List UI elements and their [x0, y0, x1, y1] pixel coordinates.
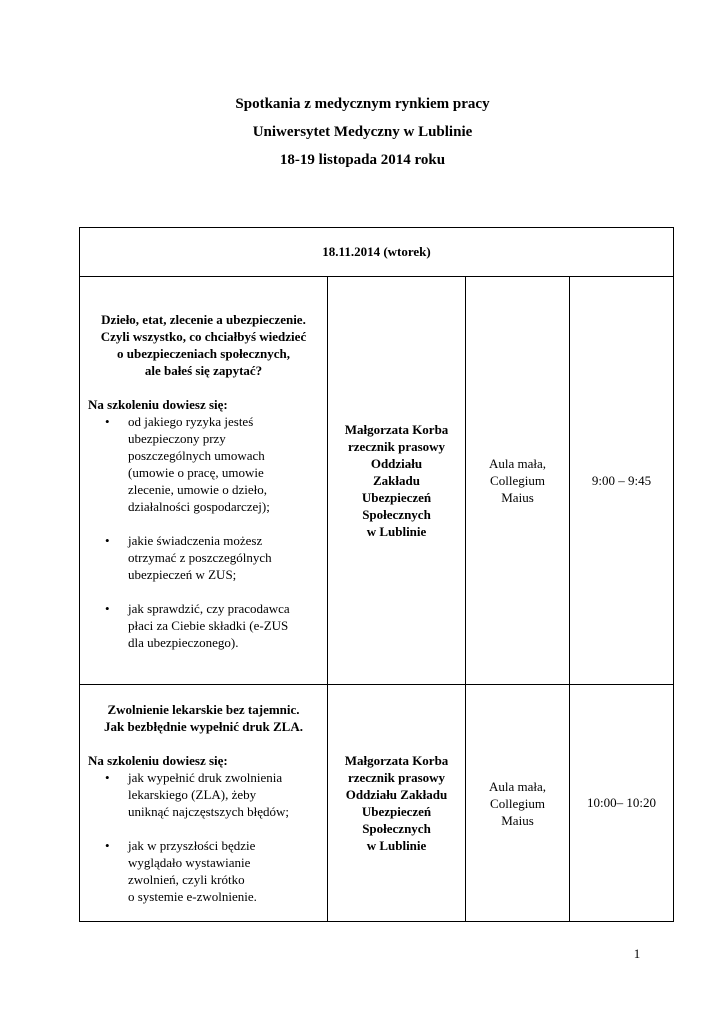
bullet-line: od jakiego ryzyka jesteś: [128, 413, 254, 429]
speaker-line: Ubezpieczeń: [361, 804, 432, 819]
bullet-line: działalności gospodarczej);: [128, 498, 270, 514]
place-line: Collegium: [490, 473, 545, 488]
place-line: Collegium: [490, 795, 545, 811]
place-line: Aula mała,: [488, 456, 547, 471]
topic-bullet: [88, 532, 319, 583]
session-title: [88, 311, 319, 379]
bullet-icon: •: [105, 600, 110, 616]
session-topic: [80, 685, 328, 922]
title-line: Dzieło, etat, zlecenie a ubezpieczenie.: [101, 311, 306, 327]
speaker-line: Społecznych: [362, 821, 431, 836]
bullet-line: zlecenie, umowie o dzieło,: [128, 481, 267, 497]
bullet-line: ubezpieczony przy: [128, 430, 226, 446]
title-line: Jak bezbłędnie wypełnić druk ZLA.: [103, 719, 303, 734]
topic-bullet: [88, 600, 319, 651]
bullet-line: płaci za Ciebie składki (e-ZUS: [128, 617, 289, 633]
session-row: [80, 277, 674, 685]
title-line: Zwolnienie lekarskie bez tajemnic.: [107, 702, 300, 717]
page-number: 1: [633, 946, 641, 961]
session-place: [466, 277, 570, 685]
university-name: Uniwersytet Medyczny w Lublinie: [252, 124, 473, 140]
event-title: Spotkania z medycznym rynkiem pracy: [235, 96, 490, 112]
day-row: [80, 228, 674, 277]
topic-bullet: [88, 413, 319, 515]
session-lead: Na szkoleniu dowiesz się:: [88, 396, 228, 412]
session-speaker: [328, 277, 466, 685]
session-time: 10:00– 10:20: [570, 685, 674, 922]
event-dates: 18-19 listopada 2014 roku: [279, 152, 446, 168]
session-time: 9:00 – 9:45: [570, 277, 674, 685]
speaker-line: rzecznik prasowy: [347, 439, 446, 454]
speaker-line: Zakładu: [373, 473, 420, 488]
bullet-line: o systemie e-zwolnienie.: [128, 889, 257, 904]
place-line: Maius: [501, 490, 534, 505]
speaker-line: rzecznik prasowy: [347, 770, 446, 785]
place-line: Aula mała,: [488, 778, 547, 794]
bullet-line: otrzymać z poszczególnych: [128, 549, 272, 565]
bullet-line: (umowie o pracę, umowie: [128, 464, 264, 480]
title-line: ale bałeś się zapytać?: [144, 362, 263, 378]
bullet-icon: •: [105, 532, 110, 548]
speaker-line: Oddziału Zakładu: [345, 787, 448, 802]
speaker-line: Ubezpieczeń: [361, 490, 432, 505]
bullet-line: poszczególnych umowach: [128, 447, 265, 463]
session-lead: Na szkoleniu dowiesz się:: [88, 753, 228, 768]
topic-bullet-list: [88, 769, 319, 905]
bullet-line: jak w przyszłości będzie: [128, 838, 256, 853]
topic-bullet-list: [88, 413, 319, 651]
title-line: o ubezpieczeniach społecznych,: [117, 345, 290, 361]
title-line: Czyli wszystko, co chciałbyś wiedzieć: [100, 328, 307, 344]
bullet-line: wyglądało wystawianie: [128, 855, 251, 870]
bullet-line: ubezpieczeń w ZUS;: [128, 566, 237, 582]
speaker-line: Małgorzata Korba: [344, 422, 449, 437]
session-topic: [80, 277, 328, 685]
speaker-line: w Lublinie: [366, 524, 427, 539]
speaker-line: Oddziału: [370, 456, 423, 471]
session-row: [80, 685, 674, 922]
speaker-line: Małgorzata Korba: [344, 753, 449, 768]
session-title: [88, 701, 319, 735]
bullet-line: jak wypełnić druk zwolnienia: [128, 770, 283, 785]
schedule-table: [79, 227, 674, 922]
bullet-line: lekarskiego (ZLA), żeby: [128, 787, 257, 802]
bullet-line: jak sprawdzić, czy pracodawca: [128, 600, 290, 616]
bullet-line: dla ubezpieczonego).: [128, 634, 239, 650]
bullet-line: uniknąć najczęstszych błędów;: [128, 804, 289, 819]
bullet-line: zwolnień, czyli krótko: [128, 872, 245, 887]
document-header: [0, 92, 725, 176]
session-speaker: [328, 685, 466, 922]
topic-bullet: [88, 837, 319, 905]
speaker-line: Społecznych: [362, 507, 431, 522]
topic-bullet: [88, 769, 319, 820]
day-label: 18.11.2014 (wtorek): [80, 228, 674, 277]
bullet-icon: •: [105, 770, 110, 785]
place-line: Maius: [501, 812, 534, 828]
session-place: [466, 685, 570, 922]
bullet-icon: •: [105, 413, 110, 429]
bullet-icon: •: [105, 838, 110, 853]
speaker-line: w Lublinie: [366, 838, 427, 853]
bullet-line: jakie świadczenia możesz: [128, 532, 263, 548]
